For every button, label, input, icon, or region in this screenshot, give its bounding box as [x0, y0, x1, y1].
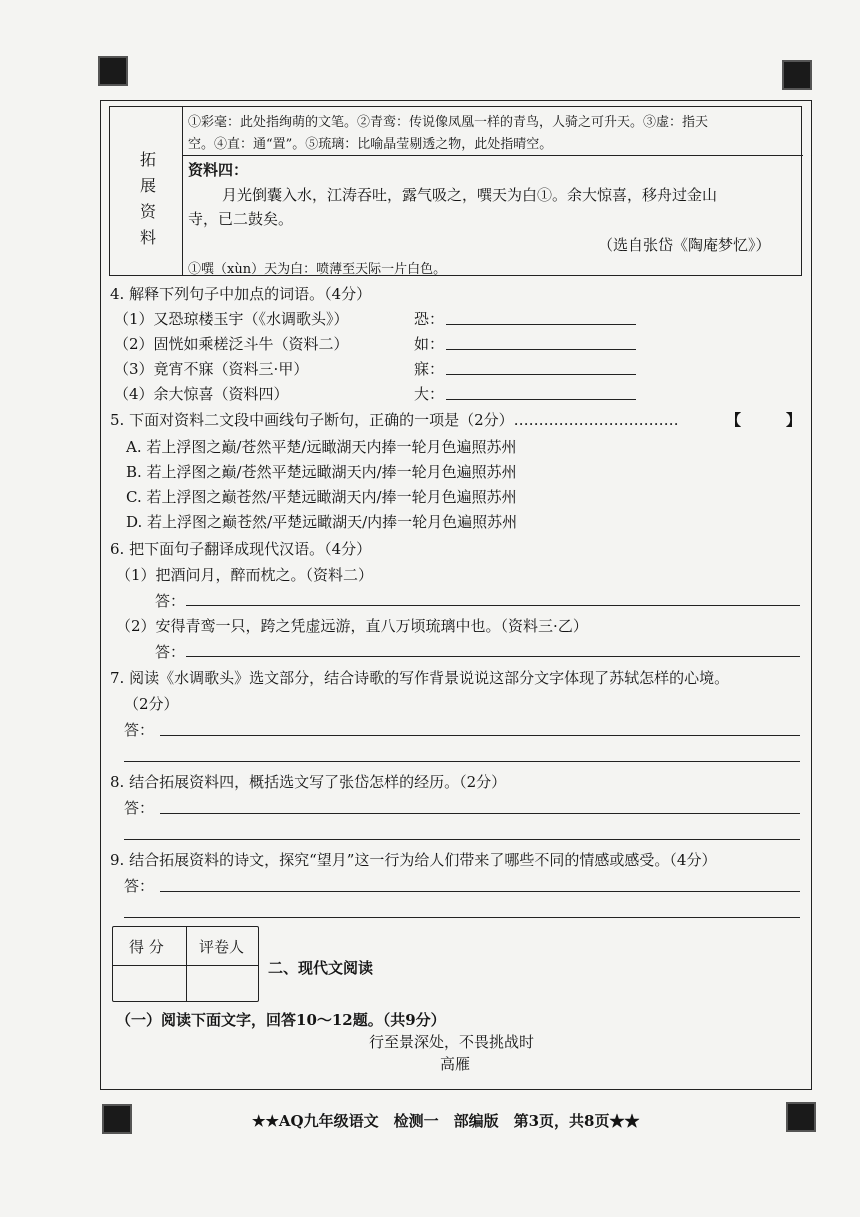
section2-sub: （一）阅读下面文字，回答10～12题。（共9分）: [116, 1011, 446, 1029]
q6-item-2: （2）安得青鸾一只，跨之凭虚远游，直八万顷琉璃中也。（资料三·乙）: [116, 617, 588, 635]
extension-notes-line1: ①彩毫：此处指绚萌的文笔。②青鸾：传说像凤凰一样的青鸟，人骑之可升天。③虚：指天: [188, 115, 709, 130]
q4-prompt: 4. 解释下列句子中加点的词语。（4分）: [110, 285, 372, 303]
section2-title: 二、现代文阅读: [268, 959, 374, 977]
page-footer: ★★AQ九年级语文 检测一 部编版 第3页，共8页★★: [252, 1112, 640, 1130]
q4-word-3: 寐：: [414, 360, 445, 378]
q9-prompt: 9. 结合拓展资料的诗文，探究“望月”这一行为给人们带来了哪些不同的情感或感受。（4分）: [110, 851, 717, 869]
score-table-col2: 评卷人: [199, 938, 245, 956]
material4-line1: 月光倒囊入水，江涛吞吐，露气吸之，噀天为白①。余大惊喜，移舟过金山: [222, 186, 718, 204]
q7-score: （2分）: [124, 695, 179, 713]
material4-line2: 寺，已二鼓矣。: [188, 210, 294, 228]
score-cell[interactable]: [115, 968, 183, 1000]
q4-answer-line-2[interactable]: [446, 349, 636, 350]
q9-answer-line-2[interactable]: [124, 917, 800, 918]
q5-bracket-close: 】: [786, 411, 802, 429]
q9-answer-label: 答：: [124, 877, 155, 895]
extension-label-column: [110, 107, 183, 275]
q6-prompt: 6. 把下面句子翻译成现代汉语。（4分）: [110, 540, 372, 558]
article-title: 行至景深处，不畏挑战时: [369, 1033, 535, 1051]
material4-note: ①噀（xùn）天为白：喷薄至天际一片白色。: [188, 262, 447, 277]
corner-mark-top-right: [782, 60, 812, 90]
extension-notes-line2: 空。④直：通“置”。⑤琉璃：比喻晶莹剔透之物，此处指晴空。: [188, 137, 553, 152]
q5-prompt: 5. 下面对资料二文段中画线句子断句，正确的一项是（2分）……………………………: [110, 411, 679, 429]
q8-answer-label: 答：: [124, 799, 155, 817]
score-table-divider-v: [186, 927, 187, 1001]
q4-answer-line-4[interactable]: [446, 399, 636, 400]
q6-answer-line-2[interactable]: [186, 656, 800, 657]
q4-answer-line-3[interactable]: [446, 374, 636, 375]
q6-answer-line-1[interactable]: [186, 605, 800, 606]
q5-option-a[interactable]: A. 若上浮图之巅/苍然平楚/远瞰湖天内捧一轮月色遍照苏州: [126, 438, 517, 456]
q6-answer-label-2: 答：: [155, 643, 186, 661]
extension-divider: [182, 155, 803, 156]
material4-source: （选自张岱《陶庵梦忆》）: [598, 236, 771, 254]
q4-answer-line-1[interactable]: [446, 324, 636, 325]
q5-bracket-open: 【: [726, 411, 742, 429]
q5-option-c[interactable]: C. 若上浮图之巅苍然/平楚远瞰湖天内/捧一轮月色遍照苏州: [126, 488, 517, 506]
q4-item-4: （4）余大惊喜（资料四）: [114, 385, 289, 403]
score-table-col1: 得 分: [129, 938, 164, 956]
q4-word-1: 恐：: [414, 310, 445, 328]
grader-cell[interactable]: [189, 968, 257, 1000]
q5-option-b[interactable]: B. 若上浮图之巅/苍然平楚远瞰湖天内/捧一轮月色遍照苏州: [126, 463, 517, 481]
q8-answer-line-1[interactable]: [160, 813, 800, 814]
q4-word-2: 如：: [414, 335, 445, 353]
q7-prompt: 7. 阅读《水调歌头》选文部分，结合诗歌的写作背景说说这部分文字体现了苏轼怎样的心境。: [110, 669, 730, 687]
q4-word-4: 大：: [414, 385, 445, 403]
q4-item-3: （3）竟宵不寐（资料三·甲）: [114, 360, 309, 378]
corner-mark-bottom-left: [102, 1104, 132, 1134]
q4-item-2: （2）固恍如乘槎泛斗牛（资料二）: [114, 335, 349, 353]
extension-label: 拓展资料: [139, 150, 156, 247]
q7-answer-label: 答：: [124, 721, 155, 739]
q6-answer-label-1: 答：: [155, 592, 186, 610]
score-table-divider-h: [113, 965, 258, 966]
q8-answer-line-2[interactable]: [124, 839, 800, 840]
score-table: [112, 926, 259, 1002]
q7-answer-line-1[interactable]: [160, 735, 800, 736]
corner-mark-bottom-right: [786, 1102, 816, 1132]
q4-item-1: （1）又恐琼楼玉宇（《水调歌头》）: [114, 310, 349, 328]
q5-option-d[interactable]: D. 若上浮图之巅苍然/平楚远瞰湖天/内捧一轮月色遍照苏州: [126, 513, 518, 531]
corner-mark-top-left: [98, 56, 128, 86]
q6-item-1: （1）把酒问月，醉而枕之。（资料二）: [116, 566, 374, 584]
article-author: 高雁: [440, 1055, 471, 1073]
q8-prompt: 8. 结合拓展资料四，概括选文写了张岱怎样的经历。（2分）: [110, 773, 507, 791]
material4-title: 资料四：: [188, 161, 249, 179]
q9-answer-line-1[interactable]: [160, 891, 800, 892]
q7-answer-line-2[interactable]: [124, 761, 800, 762]
